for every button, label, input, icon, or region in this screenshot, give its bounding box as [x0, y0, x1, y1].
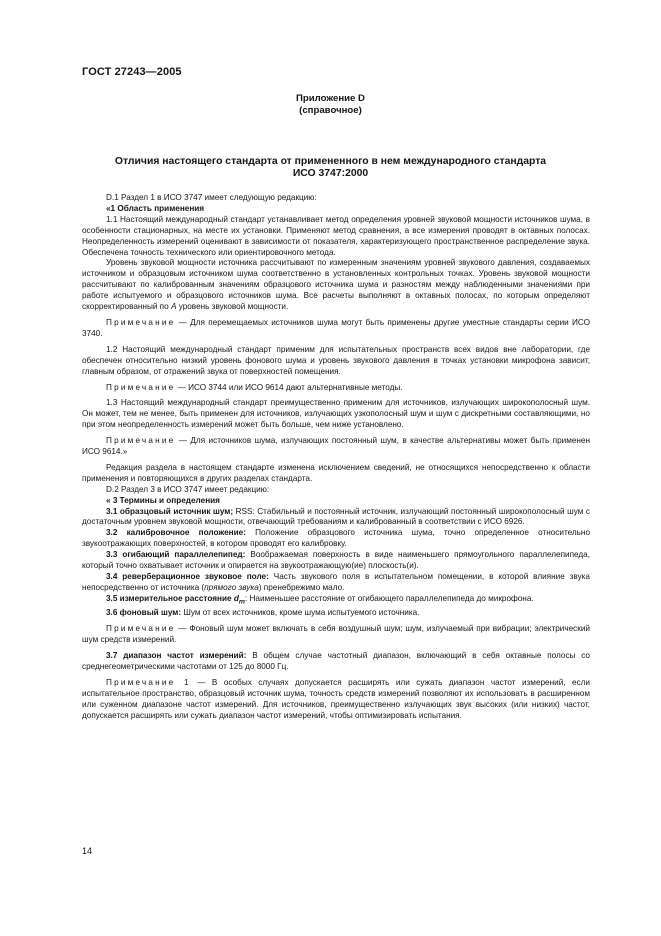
term-3-7-name: 3.7 диапазон частот измерений: — [106, 651, 247, 661]
term-3-7-definition: В общем случае частотный диапазон, включающий в себя октавные полосы со среднегеометрическими частотами от 125 до 8000 Гц. — [82, 651, 590, 671]
note-4 — [82, 624, 590, 646]
term-3-6-definition: Шум от всех источников, кроме шума испытуемого источника. — [183, 608, 420, 618]
note-3-text: — Для источников шума, излучающих постоянный шум, в качестве альтернативы может быть применен ИСО 9614.» — [82, 436, 590, 457]
paragraph-1-1-continued — [82, 258, 590, 313]
note-2-text: — ИСО 3744 или ИСО 9614 дают альтернативные методы. — [177, 382, 403, 392]
term-3-4-name: 3.4 реверберационное звуковое поле: — [106, 572, 269, 581]
note-1 — [82, 318, 590, 340]
section-3-heading: « 3 Термины и определения — [106, 495, 220, 505]
title-line-1: Отличия настоящего стандарта от примененного в нем международного стандарта — [114, 156, 547, 167]
note-5-text: — В особых случаях допускается расширять или сужать диапазон частот измерений, если испытательное пространство, образцовый источник шума, точность средств измерений позволяют их использовать в расширенном или суженном диапазоне частот измерений. Для источников, преимущественно излучающих звук высоких (или низких) частот, допускается расширять или сужать диапазон частот измерений, чтобы оптимизировать испытания. — [82, 677, 591, 720]
title-line-2: ИСО 3747:2000 — [292, 168, 369, 179]
distance-symbol-subscript: m — [238, 598, 245, 606]
paragraph-1-1b-end: уровень звуковой мощности. — [178, 302, 289, 312]
term-3-2-name: 3.2 калибровочное положение: — [106, 528, 246, 538]
edition-paragraph: Редакция раздела в настоящем стандарте изменена исключением сведений, не относящихся непосредственно к области применения и повторяющихся в других разделах стандарта. — [82, 462, 590, 483]
term-3-4-italic: прямого звука — [204, 582, 259, 592]
note-3 — [82, 436, 590, 458]
term-3-7 — [82, 651, 590, 673]
term-3-5 — [82, 594, 590, 609]
distance-symbol — [233, 593, 245, 606]
document-title — [82, 156, 579, 180]
term-3-4-end: ) пренебрежимо мало. — [258, 582, 345, 592]
paragraph-1-1b-text: Уровень звуковой мощности источника рассчитывают по измеренным значениям уровней звукового давления, создаваемых источником и образцовым источником шума соответственно в установленных контрольных точках. Уровень звуковой мощности рассчитывают по калиброванным значениям образцового источника шума и разностям между наблюденными значениями при работе испытуемого и образцового источников шума. Все расчеты выполняют в октавных полосах, по которым определяют скорректированный по — [82, 258, 590, 312]
note-2 — [82, 383, 590, 394]
body-content — [82, 193, 590, 722]
note-1-label: Примечание 1 — [106, 677, 191, 687]
annex-title: Приложение D — [296, 93, 365, 104]
term-3-4-definition: Часть звукового поля в испытательном помещении, в которой влияние звука непосредственно от источника ( — [82, 572, 590, 592]
term-3-5-definition: : Наименьшее расстояние от огибающего параллелепипеда до микрофона. — [244, 593, 534, 603]
document-id-header: ГОСТ 27243—2005 — [82, 66, 182, 78]
term-3-5-name: 3.5 измерительное расстояние — [106, 593, 232, 603]
term-3-6-name: 3.6 фоновый шум: — [106, 608, 182, 618]
annex-type: (справочное) — [299, 105, 362, 116]
a-weighting-symbol: A — [170, 302, 177, 312]
distance-symbol-d: d — [233, 593, 239, 603]
term-3-1-definition: RSS: Стабильный и постоянный источник, излучающий постоянный широкополосный шум с достаточным уровнем звуковой мощности, отвечающий требованиям и калиброванный в соответствии с ИСО 6926. — [82, 506, 590, 527]
annex-heading — [82, 93, 579, 117]
note-label: Примечание — [106, 382, 176, 392]
note-5 — [82, 678, 590, 722]
term-3-3-name: 3.3 огибающий параллелепипед: — [106, 550, 246, 560]
section-1-heading: «1 Область применения — [106, 203, 205, 213]
term-3-4 — [82, 572, 590, 594]
d1-intro: D.1 Раздел 1 в ИСО 3747 имеет следующую редакцию: — [106, 193, 317, 202]
note-1-text: — Для перемещаемых источников шума могут быть применены другие уместные стандарты серии ИСО 3740. — [82, 317, 590, 338]
term-3-2-definition: Положение образцового источника шума, точно определенное относительно звукоотражающих поверхностей, в котором проводят его калибровку. — [82, 528, 591, 549]
term-3-2 — [82, 528, 590, 550]
note-label: Примечание — [106, 624, 176, 634]
term-3-3 — [82, 550, 590, 572]
note-label: Примечание — [106, 436, 176, 446]
d2-intro: D.2 Раздел 3 в ИСО 3747 имеет редакцию: — [106, 484, 270, 494]
paragraph-1-1: 1.1 Настоящий международный стандарт устанавливает метод определения уровней звуковой мощности источников шума, в особенности стационарных, на месте их установки. Применяют метод сравнения, а все измерения проводят в октавных полосах. Неопределенность измерений оценивают в зависимости от показателя, характеризующего пространственное распределение звука. Обеспечена точность технического или ориентировочного метода. — [82, 214, 590, 257]
note-4-text: — Фоновый шум может включать в себя воздушный шум; шум, излучаемый при вибрации; электрический шум средств измерений. — [82, 624, 590, 645]
term-3-3-definition: Воображаемая поверхность в виде наименьшего прямоугольного параллелепипеда, который точно охватывает источник и опирается на звукоотражающую(ие) плоскость(и). — [82, 550, 590, 571]
term-3-1 — [82, 507, 590, 529]
paragraph-1-2: 1.2 Настоящий международный стандарт применим для испытательных пространств всех видов вне лаборатории, где обеспечен относительно низкий уровень фонового шума и уровень звукового давления в точках установки микрофона зависит, главным образом, от отражений звука от поверхностей помещения. — [82, 344, 590, 376]
page-number: 14 — [82, 846, 93, 856]
term-3-1-name: 3.1 образцовый источник шум; — [106, 506, 234, 516]
term-3-6 — [82, 608, 590, 619]
paragraph-1-3: 1.3 Настоящий международный стандарт преимущественно применим для источников, излучающих широкополосный шум. Он может, тем не менее, быть применен для источников, излучающих узкополосный шум и шум с дискретными составляющими, но при этом неопределенность измерений может быть больше, чем ниже установлено. — [82, 398, 590, 430]
note-label: Примечание — [106, 317, 176, 327]
